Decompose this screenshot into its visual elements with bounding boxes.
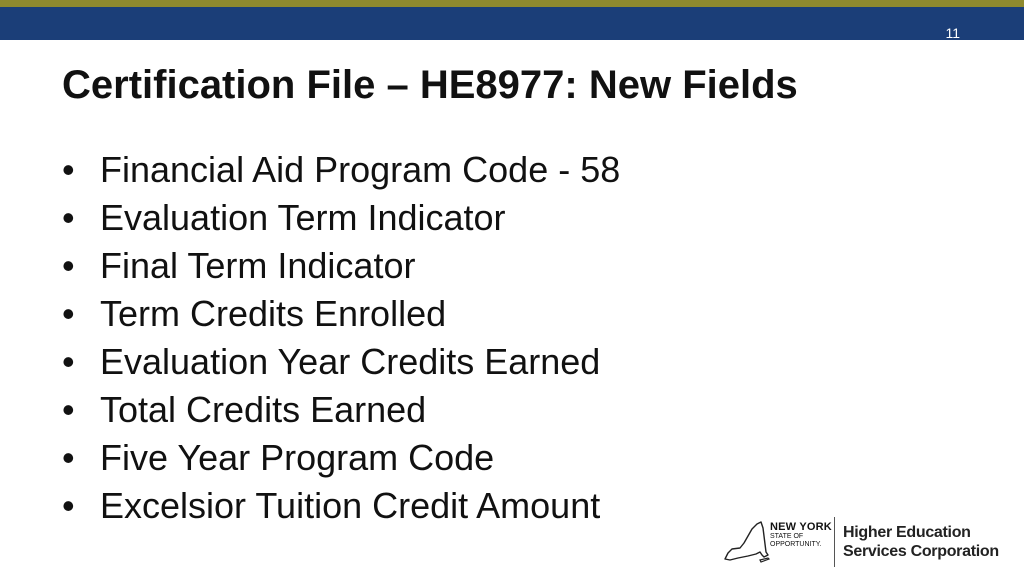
slide-title: Certification File – HE8977: New Fields [62, 63, 798, 107]
logo-divider [834, 517, 835, 567]
list-item-text: Excelsior Tuition Credit Amount [100, 485, 601, 526]
bullet-icon: • [62, 293, 75, 334]
list-item [62, 434, 620, 482]
bullet-icon: • [62, 389, 75, 430]
bullet-icon: • [62, 149, 75, 190]
list-item [62, 146, 620, 194]
list-item [62, 482, 620, 530]
nys-wordmark-line: NEW YORK [770, 521, 832, 533]
list-item [62, 290, 620, 338]
nys-wordmark-line: STATE OF [770, 533, 804, 540]
list-item-text: Evaluation Term Indicator [100, 197, 506, 238]
new-york-state-icon [722, 519, 770, 565]
slide-number: 11 [945, 25, 960, 41]
organization-logo [722, 515, 1012, 569]
header-bar [0, 7, 1024, 40]
nys-wordmark-line: OPPORTUNITY. [770, 541, 822, 548]
list-item-text: Evaluation Year Credits Earned [100, 341, 601, 382]
bullet-icon: • [62, 197, 75, 238]
list-item [62, 338, 620, 386]
hesc-wordmark-line: Higher Education [843, 524, 971, 541]
bullet-icon: • [62, 437, 75, 478]
bullet-icon: • [62, 245, 75, 286]
bullet-icon: • [62, 485, 75, 526]
list-item [62, 386, 620, 434]
list-item [62, 194, 620, 242]
list-item-text: Term Credits Enrolled [100, 293, 447, 334]
hesc-wordmark [843, 523, 999, 561]
list-item-text: Five Year Program Code [100, 437, 495, 478]
bullet-icon: • [62, 341, 75, 382]
list-item-text: Financial Aid Program Code - 58 [100, 149, 621, 190]
list-item [62, 242, 620, 290]
hesc-wordmark-line: Services Corporation [843, 543, 999, 560]
bullet-list [62, 146, 620, 530]
list-item-text: Total Credits Earned [100, 389, 427, 430]
list-item-text: Final Term Indicator [100, 245, 416, 286]
nys-wordmark [770, 521, 832, 549]
header-accent-stripe [0, 0, 1024, 7]
